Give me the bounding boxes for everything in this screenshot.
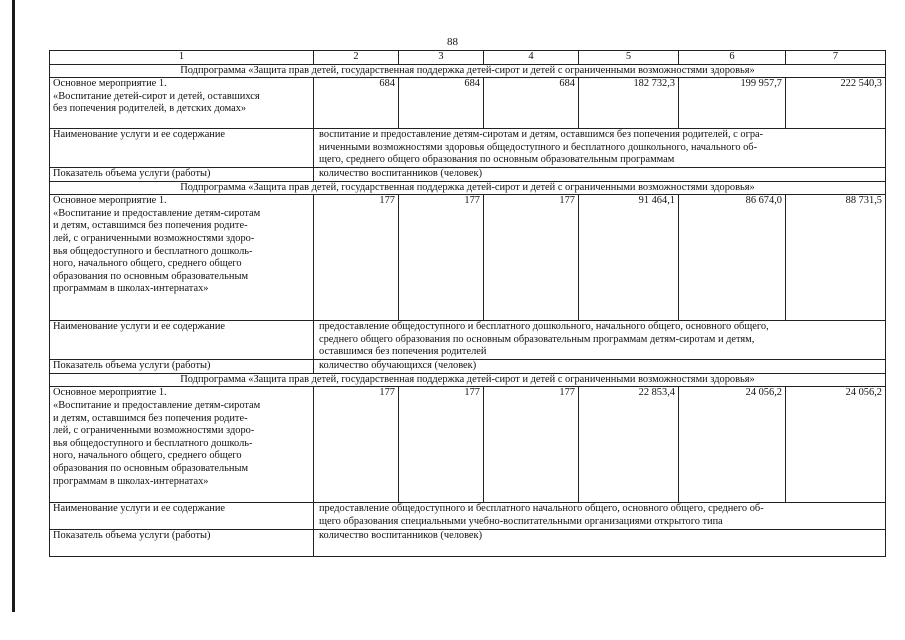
measure-line: Основное мероприятие 1. (53, 387, 167, 399)
service-line: воспитание и предоставление детям-сиротам и детям, оставшимся без попечения родителей, с огра- (319, 129, 764, 141)
column-header: 7 (786, 51, 886, 65)
measure-line: образования по основным образовательным (53, 270, 249, 282)
service-description (314, 321, 886, 360)
service-line: оставшимся без попечения родителей (319, 346, 487, 358)
value-cell: 24 056,2 (786, 387, 886, 503)
measure-line: Основное мероприятие 1. (53, 78, 167, 90)
service-label: Наименование услуги и ее содержание (50, 503, 314, 530)
value-cell: 177 (314, 195, 399, 321)
service-row (50, 129, 886, 168)
measure-line: образования по основным образовательным (53, 462, 249, 474)
column-header: 5 (579, 51, 679, 65)
service-line: щего, среднего общего образования по основным образовательным программам (319, 154, 675, 166)
value-cell: 22 853,4 (579, 387, 679, 503)
value-cell: 24 056,2 (679, 387, 786, 503)
service-line: среднего общего образования по основным образовательным программам детям-сиротам и детям, (319, 333, 755, 345)
service-line: предоставление общедоступного и бесплатного начального общего, основного общего, среднего об- (319, 503, 764, 515)
measure-line: лей, с ограниченными возможностями здоро- (53, 232, 255, 244)
indicator-row (50, 530, 886, 557)
value-cell: 177 (314, 387, 399, 503)
column-number-row (50, 51, 886, 65)
measure-line: вья общедоступного и бесплатного дошколь- (53, 245, 253, 257)
indicator-row (50, 167, 886, 181)
service-description (314, 503, 886, 530)
subprogram-row (50, 64, 886, 78)
value-cell: 177 (484, 387, 579, 503)
value-cell: 182 732,3 (579, 78, 679, 129)
value-cell: 684 (484, 78, 579, 129)
measure-line: и детям, оставшимся без попечения родите- (53, 412, 248, 424)
indicator-label: Показатель объема услуги (работы) (50, 530, 314, 557)
measure-row (50, 387, 886, 503)
column-header: 3 (399, 51, 484, 65)
column-header: 2 (314, 51, 399, 65)
indicator-label: Показатель объема услуги (работы) (50, 360, 314, 374)
indicator-value: количество воспитанников (человек) (314, 530, 886, 557)
measure-line: лей, с ограниченными возможностями здоро- (53, 425, 255, 437)
measure-line: ного, начального общего, среднего общего (53, 258, 242, 270)
indicator-label: Показатель объема услуги (работы) (50, 167, 314, 181)
value-cell: 199 957,7 (679, 78, 786, 129)
value-cell: 91 464,1 (579, 195, 679, 321)
value-cell: 86 674,0 (679, 195, 786, 321)
measure-line: «Воспитание и предоставление детям-сиротам (53, 207, 261, 219)
value-cell: 177 (399, 387, 484, 503)
subprogram-title: Подпрограмма «Защита прав детей, государственная поддержка детей-сирот и детей с ограниченными возможностями здоровья» (50, 373, 886, 387)
program-table (49, 50, 886, 557)
indicator-value: количество воспитанников (человек) (314, 167, 886, 181)
measure-line: ного, начального общего, среднего общего (53, 450, 242, 462)
measure-row (50, 195, 886, 321)
service-row (50, 503, 886, 530)
measure-line: вья общедоступного и бесплатного дошколь- (53, 437, 253, 449)
measure-line: программам в школах-интернатах» (53, 283, 209, 295)
value-cell: 684 (399, 78, 484, 129)
service-description (314, 129, 886, 168)
measure-line: «Воспитание детей-сирот и детей, оставшихся (53, 90, 260, 102)
value-cell: 88 731,5 (786, 195, 886, 321)
service-label: Наименование услуги и ее содержание (50, 129, 314, 168)
indicator-row (50, 360, 886, 374)
column-header: 4 (484, 51, 579, 65)
measure-name (50, 387, 314, 503)
value-cell: 222 540,3 (786, 78, 886, 129)
column-header: 1 (50, 51, 314, 65)
service-line: ниченными возможностями здоровья общедоступного и бесплатного дошкольного, начального об- (319, 141, 758, 153)
measure-row (50, 78, 886, 129)
value-cell: 684 (314, 78, 399, 129)
measure-name (50, 195, 314, 321)
measure-line: без попечения родителей, в детских домах» (53, 103, 247, 115)
indicator-value: количество обучающихся (человек) (314, 360, 886, 374)
measure-line: и детям, оставшимся без попечения родите- (53, 220, 248, 232)
measure-line: «Воспитание и предоставление детям-сиротам (53, 399, 261, 411)
subprogram-row (50, 373, 886, 387)
measure-line: Основное мероприятие 1. (53, 195, 167, 207)
service-line: щего образования специальными учебно-воспитательными организациями открытого типа (319, 515, 723, 527)
subprogram-title: Подпрограмма «Защита прав детей, государственная поддержка детей-сирот и детей с ограниченными возможностями здоровья» (50, 181, 886, 195)
measure-name (50, 78, 314, 129)
measure-line: программам в школах-интернатах» (53, 475, 209, 487)
service-line: предоставление общедоступного и бесплатного дошкольного, начального общего, основного общего, (319, 321, 769, 333)
binding-margin-line (12, 0, 15, 612)
value-cell: 177 (399, 195, 484, 321)
page-number: 88 (447, 36, 458, 48)
value-cell: 177 (484, 195, 579, 321)
column-header: 6 (679, 51, 786, 65)
subprogram-row (50, 181, 886, 195)
service-label: Наименование услуги и ее содержание (50, 321, 314, 360)
service-row (50, 321, 886, 360)
subprogram-title: Подпрограмма «Защита прав детей, государственная поддержка детей-сирот и детей с ограниченными возможностями здоровья» (50, 64, 886, 78)
